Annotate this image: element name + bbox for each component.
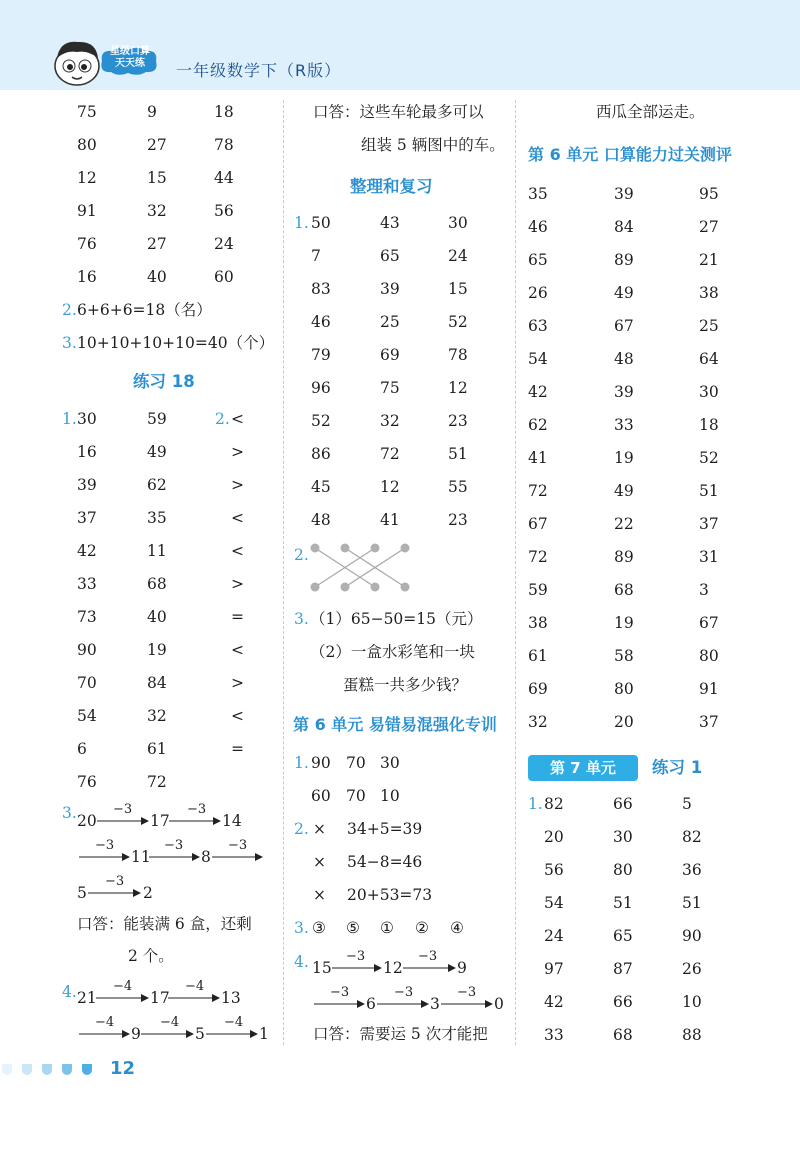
grid-cell: 61 — [147, 740, 167, 758]
question-number: 1. — [294, 754, 309, 772]
unit-label: 第 6 单元 — [528, 145, 599, 164]
grid-cell: 39 — [380, 280, 400, 298]
comparison-sign: = — [231, 740, 244, 758]
chain-value: 21 — [77, 989, 97, 1007]
comparison-sign: < — [231, 707, 244, 725]
grid-cell: 88 — [682, 1026, 702, 1044]
grid-cell: 30 — [380, 754, 400, 772]
grid-cell: 82 — [682, 828, 702, 846]
chain-value: 3 — [430, 995, 440, 1013]
grid-cell: 32 — [528, 713, 548, 731]
question-number: 4. — [294, 953, 309, 971]
grid-cell: 46 — [311, 313, 331, 331]
grid-cell: ④ — [450, 919, 464, 937]
grid-cell: 32 — [147, 202, 167, 220]
grid-cell: 90 — [311, 754, 331, 772]
answer-text: 西瓜全部运走。 — [596, 103, 705, 121]
grid-cell: 84 — [614, 218, 634, 236]
grid-cell: 41 — [380, 511, 400, 529]
question-number: 3. — [62, 804, 77, 822]
chain-value: 12 — [383, 959, 403, 977]
grid-cell: 72 — [380, 445, 400, 463]
grid-cell: 59 — [528, 581, 548, 599]
grid-cell: 20+53=73 — [347, 886, 433, 904]
grid-cell: 26 — [682, 960, 702, 978]
grid-cell: 69 — [528, 680, 548, 698]
grid-cell: 20 — [544, 828, 564, 846]
grid-cell: 12 — [77, 169, 97, 187]
chain-value: 17 — [150, 812, 170, 830]
grid-cell: 67 — [699, 614, 719, 632]
grid-cell: 70 — [346, 754, 366, 772]
chain-operator: −3 — [105, 874, 125, 889]
grid-cell: 26 — [528, 284, 548, 302]
grid-cell: 3 — [699, 581, 709, 599]
grid-cell: 20 — [614, 713, 634, 731]
brand-line-1: 星级口算 — [110, 46, 150, 57]
grid-cell: 19 — [147, 641, 167, 659]
grid-cell: 54 — [544, 894, 564, 912]
book-title: 一年级数学下（R版） — [176, 61, 342, 80]
grid-cell: 69 — [380, 346, 400, 364]
question-number: 2. — [294, 820, 309, 838]
grid-cell: 84 — [147, 674, 167, 692]
grid-cell: 70 — [346, 787, 366, 805]
grid-cell: 9 — [147, 103, 157, 121]
grid-cell: × — [313, 886, 326, 904]
chain-operator: −4 — [95, 1015, 115, 1030]
grid-cell: 46 — [528, 218, 548, 236]
grid-cell: 51 — [613, 894, 633, 912]
grid-cell: 89 — [614, 251, 634, 269]
page-number: 12 — [110, 1058, 136, 1079]
grid-cell: 90 — [682, 927, 702, 945]
answer-text: （2）一盒水彩笔和一块 — [310, 643, 475, 661]
brand-line-2: 天天练 — [115, 58, 145, 69]
chain-value: 1 — [259, 1025, 269, 1043]
grid-cell: 76 — [77, 235, 97, 253]
answer-text: 口答：这些车轮最多可以 — [313, 103, 484, 121]
answer-text: 2 个。 — [128, 947, 174, 965]
grid-cell: 7 — [311, 247, 321, 265]
chain-operator: −4 — [113, 979, 133, 994]
grid-cell: 19 — [614, 449, 634, 467]
grid-cell: 41 — [528, 449, 548, 467]
answer-text: 口答：需要运 5 次才能把 — [313, 1025, 488, 1043]
grid-cell: 12 — [380, 478, 400, 496]
question-number: 1. — [62, 410, 77, 428]
chain-value: 9 — [131, 1025, 141, 1043]
grid-cell: ⑤ — [346, 919, 360, 937]
comparison-sign: < — [231, 410, 244, 428]
grid-cell: 87 — [613, 960, 633, 978]
grid-cell: 89 — [614, 548, 634, 566]
grid-cell: 60 — [311, 787, 331, 805]
comparison-sign: > — [231, 443, 244, 461]
section-title: 练习 1 — [652, 758, 703, 777]
grid-cell: 45 — [311, 478, 331, 496]
grid-cell: 54 — [528, 350, 548, 368]
chain-value: 9 — [457, 959, 467, 977]
unit7-badge: 第 7 单元 — [528, 755, 638, 781]
comparison-sign: < — [231, 641, 244, 659]
grid-cell: 27 — [147, 136, 167, 154]
grid-cell: 62 — [528, 416, 548, 434]
grid-cell: 90 — [77, 641, 97, 659]
chain-value: 15 — [312, 959, 332, 977]
grid-cell: 27 — [147, 235, 167, 253]
chain-value: 20 — [77, 812, 97, 830]
chain-operator: −3 — [394, 985, 414, 1000]
grid-cell: 64 — [699, 350, 719, 368]
grid-cell: 67 — [614, 317, 634, 335]
chain-operator: −4 — [185, 979, 205, 994]
chain-value: 8 — [201, 848, 211, 866]
grid-cell: 50 — [311, 214, 331, 232]
grid-cell: 78 — [448, 346, 468, 364]
grid-cell: 30 — [613, 828, 633, 846]
grid-cell: 31 — [699, 548, 719, 566]
grid-cell: ① — [380, 919, 394, 937]
grid-cell: 24 — [544, 927, 564, 945]
grid-cell: 80 — [614, 680, 634, 698]
grid-cell: 6 — [77, 740, 87, 758]
grid-cell: 68 — [147, 575, 167, 593]
grid-cell: 72 — [528, 548, 548, 566]
grid-cell: 30 — [448, 214, 468, 232]
answer-text: 口答：能装满 6 盒，还剩 — [77, 915, 252, 933]
grid-cell: 76 — [77, 773, 97, 791]
grid-cell: 11 — [147, 542, 167, 560]
grid-cell: 39 — [614, 383, 634, 401]
chain-value: 11 — [131, 848, 151, 866]
grid-cell: 40 — [147, 608, 167, 626]
grid-cell: 42 — [544, 993, 564, 1011]
unit-label: 第 6 单元 — [293, 715, 364, 734]
grid-cell: 34+5=39 — [347, 820, 423, 838]
grid-cell: 27 — [699, 218, 719, 236]
chain-operator: −4 — [224, 1015, 244, 1030]
grid-cell: 51 — [448, 445, 468, 463]
grid-cell: 82 — [544, 795, 564, 813]
chain-operator: −3 — [228, 838, 248, 853]
question-number: 1. — [294, 214, 309, 232]
answer-text: 蛋糕一共多少钱？ — [343, 676, 468, 694]
answer-text: （1）65−50=15（元） — [310, 610, 483, 628]
grid-cell: 32 — [380, 412, 400, 430]
grid-cell: 48 — [614, 350, 634, 368]
grid-cell: 52 — [699, 449, 719, 467]
grid-cell: 70 — [77, 674, 97, 692]
grid-cell: 95 — [699, 185, 719, 203]
grid-cell: 96 — [311, 379, 331, 397]
comparison-sign: > — [231, 476, 244, 494]
grid-cell: ② — [415, 919, 429, 937]
grid-cell: 39 — [614, 185, 634, 203]
grid-cell: 38 — [528, 614, 548, 632]
grid-cell: 37 — [699, 515, 719, 533]
grid-cell: 91 — [77, 202, 97, 220]
grid-cell: 65 — [613, 927, 633, 945]
grid-cell: 83 — [311, 280, 331, 298]
comparison-sign: > — [231, 674, 244, 692]
grid-cell: 23 — [448, 412, 468, 430]
answer-text: 组装 5 辆图中的车。 — [361, 136, 505, 154]
grid-cell: 73 — [77, 608, 97, 626]
grid-cell: 80 — [699, 647, 719, 665]
comparison-sign: < — [231, 542, 244, 560]
grid-cell: 37 — [699, 713, 719, 731]
question-number: 3. — [294, 610, 309, 628]
grid-cell: 48 — [311, 511, 331, 529]
chain-value: 2 — [143, 884, 153, 902]
grid-cell: 15 — [448, 280, 468, 298]
chain-operator: −3 — [164, 838, 184, 853]
grid-cell: 21 — [699, 251, 719, 269]
grid-cell: 68 — [614, 581, 634, 599]
chain-operator: −3 — [95, 838, 115, 853]
grid-cell: 54−8=46 — [347, 853, 423, 871]
grid-cell: 68 — [613, 1026, 633, 1044]
grid-cell: 24 — [448, 247, 468, 265]
chain-operator: −3 — [418, 949, 438, 964]
question-number: 2. — [294, 546, 309, 564]
grid-cell: 43 — [380, 214, 400, 232]
question-number: 2. — [215, 410, 230, 428]
grid-cell: 78 — [214, 136, 234, 154]
grid-cell: 62 — [147, 476, 167, 494]
grid-cell: 25 — [699, 317, 719, 335]
grid-cell: 33 — [77, 575, 97, 593]
footer-decoration-icon — [0, 1062, 110, 1078]
grid-cell: 10 — [380, 787, 400, 805]
grid-cell: 38 — [699, 284, 719, 302]
unit-title: 口算能力过关测评 — [603, 145, 732, 164]
grid-cell: 33 — [544, 1026, 564, 1044]
chain-operator: −3 — [457, 985, 477, 1000]
grid-cell: 56 — [544, 861, 564, 879]
grid-cell: 61 — [528, 647, 548, 665]
grid-cell: 91 — [699, 680, 719, 698]
question-number: 3. — [294, 919, 309, 937]
grid-cell: 72 — [147, 773, 167, 791]
grid-cell: 75 — [380, 379, 400, 397]
grid-cell: 49 — [614, 284, 634, 302]
chain-operator: −3 — [346, 949, 366, 964]
grid-cell: 39 — [77, 476, 97, 494]
grid-cell: 16 — [77, 443, 97, 461]
chain-operator: −3 — [330, 985, 350, 1000]
answer-text: 10+10+10+10=40（个） — [77, 334, 275, 352]
comparison-sign: < — [231, 509, 244, 527]
grid-cell: 18 — [699, 416, 719, 434]
question-number: 4. — [62, 983, 77, 1001]
grid-cell: 22 — [614, 515, 634, 533]
chain-value: 17 — [150, 989, 170, 1007]
grid-cell: 24 — [214, 235, 234, 253]
grid-cell: 86 — [311, 445, 331, 463]
grid-cell: 65 — [380, 247, 400, 265]
grid-cell: 5 — [682, 795, 692, 813]
grid-cell: 30 — [77, 410, 97, 428]
grid-cell: 55 — [448, 478, 468, 496]
grid-cell: 67 — [528, 515, 548, 533]
grid-cell: 10 — [682, 993, 702, 1011]
grid-cell: 23 — [448, 511, 468, 529]
grid-cell: 58 — [614, 647, 634, 665]
grid-cell: 42 — [528, 383, 548, 401]
grid-cell: 63 — [528, 317, 548, 335]
grid-cell: 19 — [614, 614, 634, 632]
grid-cell: 15 — [147, 169, 167, 187]
question-number: 2. — [62, 301, 77, 319]
answer-text: 6+6+6=18（名） — [77, 301, 212, 319]
grid-cell: 18 — [214, 103, 234, 121]
grid-cell: 49 — [147, 443, 167, 461]
chain-value: 5 — [195, 1025, 205, 1043]
grid-cell: 35 — [147, 509, 167, 527]
grid-cell: × — [313, 820, 326, 838]
chain-operator: −3 — [187, 802, 207, 817]
grid-cell: 36 — [682, 861, 702, 879]
question-number: 3. — [62, 334, 77, 352]
grid-cell: 30 — [699, 383, 719, 401]
grid-cell: 56 — [214, 202, 234, 220]
grid-cell: 79 — [311, 346, 331, 364]
chain-value: 6 — [366, 995, 376, 1013]
grid-cell: 66 — [613, 795, 633, 813]
grid-cell: ③ — [312, 919, 326, 937]
grid-cell: 35 — [528, 185, 548, 203]
section-title: 练习 18 — [133, 372, 195, 391]
grid-cell: 80 — [613, 861, 633, 879]
chain-operator: −3 — [113, 802, 133, 817]
grid-cell: 75 — [77, 103, 97, 121]
chain-value: 14 — [222, 812, 242, 830]
grid-cell: 59 — [147, 410, 167, 428]
grid-cell: 44 — [214, 169, 234, 187]
section-title: 整理和复习 — [350, 177, 433, 196]
grid-cell: 51 — [699, 482, 719, 500]
chain-value: 0 — [494, 995, 504, 1013]
grid-cell: 65 — [528, 251, 548, 269]
grid-cell: 42 — [77, 542, 97, 560]
grid-cell: 60 — [214, 268, 234, 286]
grid-cell: 49 — [614, 482, 634, 500]
comparison-sign: = — [231, 608, 244, 626]
grid-cell: 40 — [147, 268, 167, 286]
grid-cell: 72 — [528, 482, 548, 500]
chain-value: 5 — [77, 884, 87, 902]
grid-cell: 97 — [544, 960, 564, 978]
grid-cell: 52 — [311, 412, 331, 430]
grid-cell: 54 — [77, 707, 97, 725]
unit-title: 易错易混强化专训 — [368, 715, 497, 734]
grid-cell: 80 — [77, 136, 97, 154]
grid-cell: 33 — [614, 416, 634, 434]
grid-cell: 32 — [147, 707, 167, 725]
grid-cell: 51 — [682, 894, 702, 912]
grid-cell: 52 — [448, 313, 468, 331]
grid-cell: × — [313, 853, 326, 871]
grid-cell: 37 — [77, 509, 97, 527]
grid-cell: 66 — [613, 993, 633, 1011]
chain-operator: −4 — [160, 1015, 180, 1030]
grid-cell: 25 — [380, 313, 400, 331]
chain-value: 13 — [221, 989, 241, 1007]
question-number: 1. — [528, 795, 543, 813]
grid-cell: 12 — [448, 379, 468, 397]
comparison-sign: > — [231, 575, 244, 593]
grid-cell: 16 — [77, 268, 97, 286]
